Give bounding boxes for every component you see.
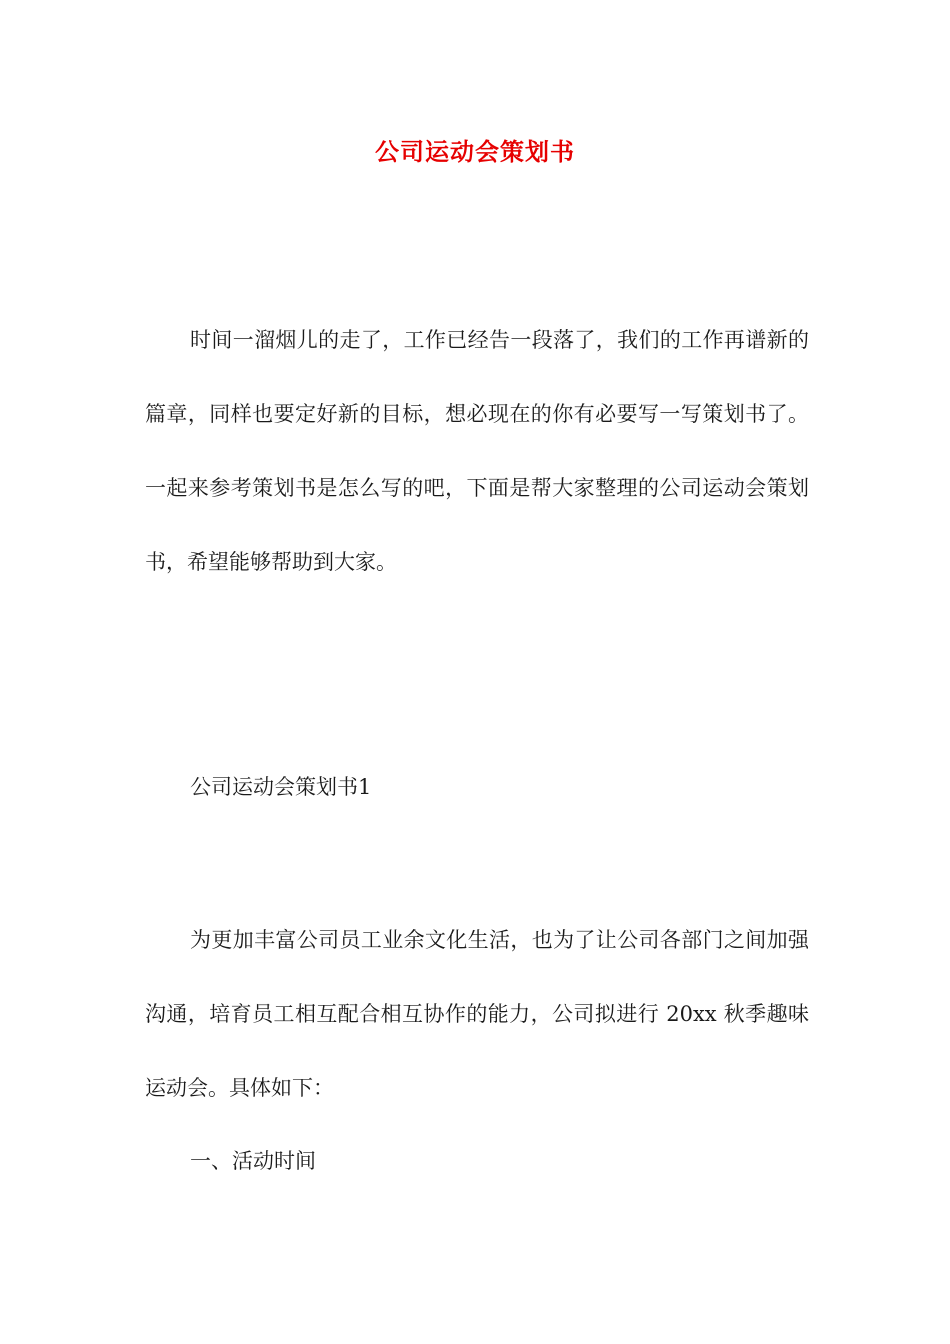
intro-paragraph: 时间一溜烟儿的走了，工作已经告一段落了，我们的工作再谱新的篇章，同样也要定好新的目标，想必现在的你有必要写一写策划书了。一起来参考策划书是怎么写的吧，下面是帮大家整理的公司运动会策划书，希望能够帮助到大家。 bbox=[145, 328, 809, 574]
plan-subtitle: 公司运动会策划书1 bbox=[190, 775, 372, 799]
section-heading-activity-time: 一、活动时间 bbox=[190, 1149, 316, 1173]
document-title: 公司运动会策划书 bbox=[375, 137, 575, 166]
body-paragraph: 为更加丰富公司员工业余文化生活，也为了让公司各部门之间加强沟通，培育员工相互配合相互协作的能力，公司拟进行 20xx 秋季趣味运动会。具体如下： bbox=[145, 928, 809, 1100]
